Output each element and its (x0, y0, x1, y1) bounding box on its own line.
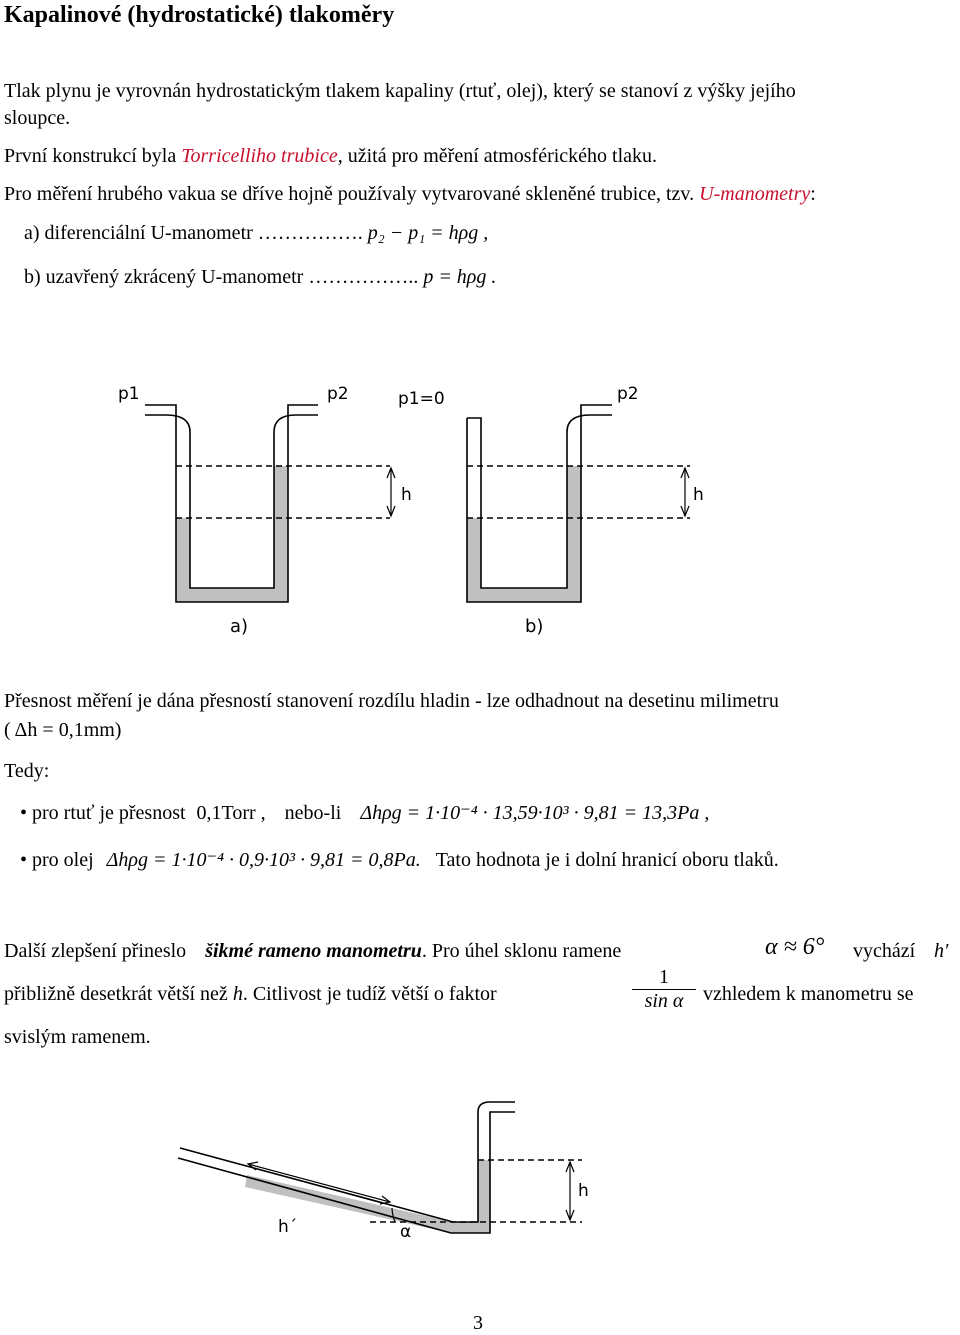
vacuum-line (4, 183, 816, 206)
bullet-dot: • (20, 802, 28, 824)
inclined-line-3: svislým ramenem. (4, 1026, 151, 1048)
intro-line-1: Tlak plynu je vyrovnán hydrostatickým tlakem kapaliny (rtuť, olej), který se stanoví z výšky jejího (4, 80, 796, 102)
inclined-l2-suffix: vzhledem k manometru se (703, 983, 914, 1005)
vacuum-prefix: Pro měření hrubého vakua se dříve hojně používaly vytvarované skleněné trubice, tzv. (4, 183, 695, 205)
torricelli-prefix: První konstrukcí byla (4, 145, 177, 167)
item-a-text: a) diferenciální U-manometr (24, 222, 253, 244)
manometer-a (145, 405, 395, 602)
torricelli-suffix: , užitá pro měření atmosférického tlaku. (337, 145, 658, 167)
bullet-oil-suffix: Tato hodnota je i dolní hranicí oboru tlaků. (435, 849, 779, 871)
bullet-mercury-formula: Δhρg = 1·10⁻⁴ · 13,59·10³ · 9,81 = 13,3Pa , (360, 802, 710, 824)
inclined-l2-prefix: přibližně desetkrát větší než (4, 983, 228, 1005)
inclined-l1-bold: šikmé rameno manometru (205, 940, 422, 962)
label-p1: p1 (118, 384, 140, 404)
inclined-vychazi: vychází (853, 940, 916, 962)
page-title: Kapalinové (hydrostatické) tlakoměry (4, 2, 395, 28)
bullet-oil-prefix: pro olej (32, 849, 94, 871)
torricelli-line (4, 145, 657, 168)
inclined-line-2 (4, 983, 497, 1006)
page-number: 3 (473, 1312, 483, 1334)
label-p1-0: p1=0 (398, 389, 445, 409)
item-b (24, 266, 496, 289)
bullet-mercury-value: 0,1Torr , (196, 802, 266, 824)
bullet-mercury (20, 800, 709, 825)
item-a (24, 222, 488, 245)
item-a-dots: ……………. (257, 222, 363, 244)
precision-line-1: Přesnost měření je dána přesností stanovení rozdílu hladin - lze odhadnout na desetinu milimetru (4, 690, 779, 712)
u-manometry-link[interactable]: U-manometry (699, 183, 811, 205)
label-hprime: h´ (278, 1217, 298, 1237)
torricelli-link[interactable]: Torricelliho trubice (181, 145, 338, 167)
inclined-l1-prefix: Další zlepšení přineslo (4, 940, 187, 962)
label-p2-b: p2 (617, 384, 639, 404)
label-alpha: α (400, 1222, 412, 1242)
fraction-denominator: sin α (644, 990, 684, 1012)
item-a-formula: p₂ − p₁ = hρg , (367, 222, 489, 244)
bullet-dot: • (20, 849, 28, 871)
caption-b: b) (525, 616, 544, 637)
inclined-line-1 (4, 940, 621, 963)
item-b-dots: …………….. (308, 266, 419, 288)
label-h: h (578, 1181, 589, 1201)
bullet-oil (20, 847, 779, 872)
inclined-manometer-figure (0, 1090, 960, 1260)
vacuum-suffix: : (810, 183, 816, 205)
bullet-mercury-prefix: pro rtuť je přesnost (32, 802, 186, 824)
manometer-b (467, 405, 690, 602)
item-b-text: b) uzavřený zkrácený U-manometr (24, 266, 304, 288)
tedy-label: Tedy: (4, 760, 50, 782)
inclined-l2-h: h (232, 983, 243, 1005)
manometer-a-fluid (176, 466, 288, 602)
bullet-mercury-mid: nebo-li (284, 802, 342, 824)
u-manometer-figure (0, 370, 960, 650)
precision-line-2: ( Δh = 0,1mm) (4, 719, 122, 741)
label-h-a: h (401, 485, 412, 505)
inclined-hprime: h′ (934, 940, 949, 962)
label-h-b: h (693, 485, 704, 505)
intro-line-2: sloupce. (4, 107, 71, 129)
caption-a: a) (230, 616, 249, 637)
fraction-numerator: 1 (632, 966, 696, 990)
item-b-formula: p = hρg . (423, 266, 497, 288)
sin-fraction (632, 966, 696, 1013)
inclined-angle: α ≈ 6° (765, 934, 825, 960)
bullet-oil-formula: Δhρg = 1·10⁻⁴ · 0,9·10³ · 9,81 = 0,8Pa. (106, 849, 421, 871)
inclined-l1-mid: . Pro úhel sklonu ramene (421, 940, 622, 962)
manometer-b-fluid (467, 466, 581, 602)
inclined-l2-mid: . Citlivost je tudíž větší o faktor (242, 983, 497, 1005)
label-p2-a: p2 (327, 384, 349, 404)
